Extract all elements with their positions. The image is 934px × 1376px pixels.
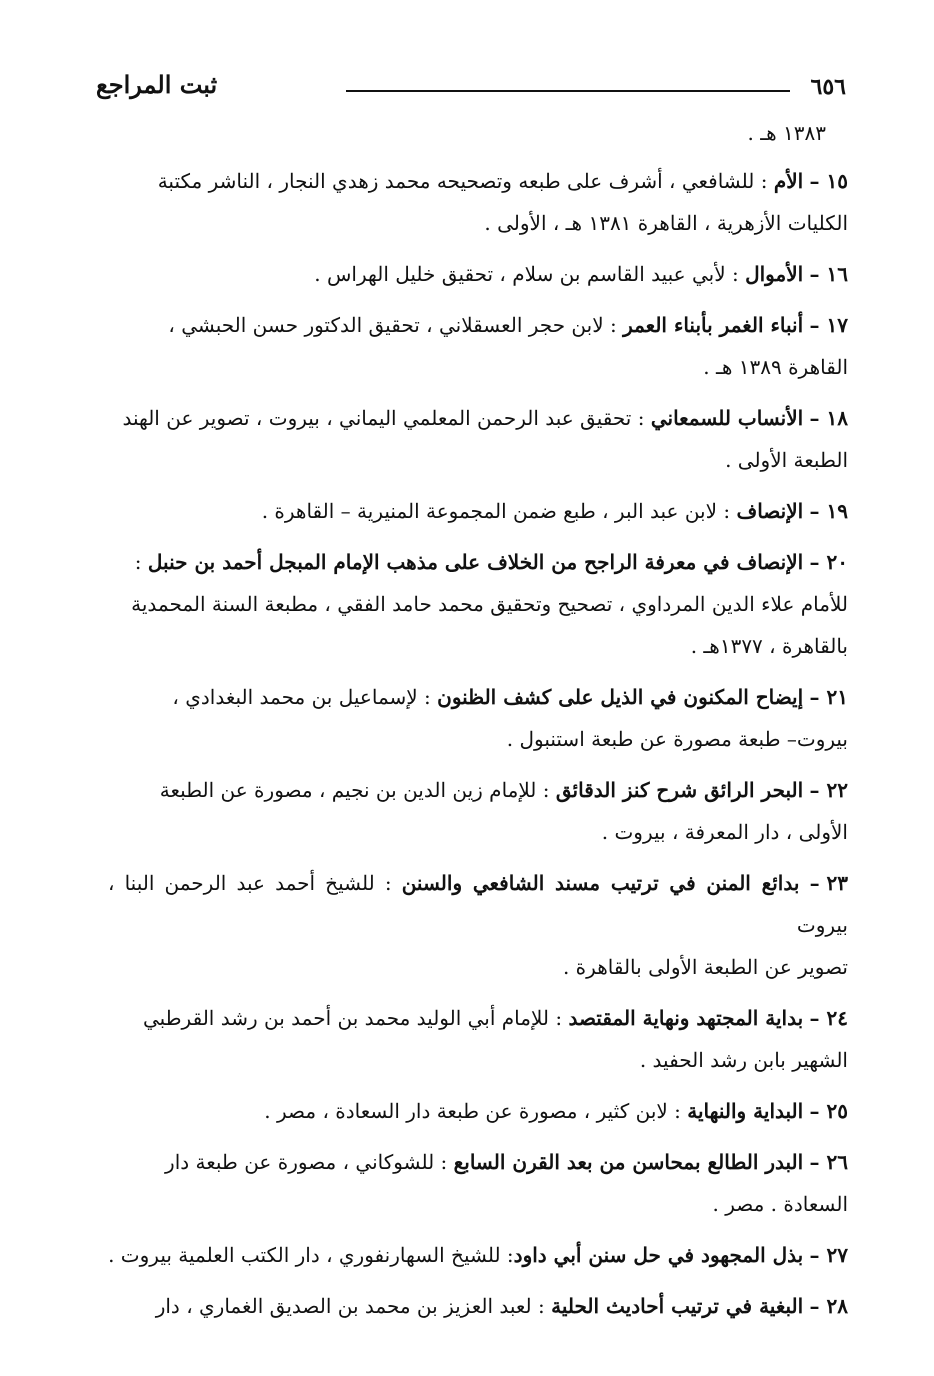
entry-text: : لأبي عبيد القاسم بن سلام ، تحقيق خليل الهراس . [314,262,746,286]
entry-text: : لابن عبد البر ، طبع ضمن المجموعة المنيرية – القاهرة . [261,499,737,523]
entry-title: الإنصاف [736,499,804,523]
entry-title: بذل المجهود في حل سنن أبي داود [513,1243,804,1267]
entry-continuation: الكليات الأزهرية ، القاهرة ١٣٨١ هـ ، الأولى . [484,211,848,235]
reference-entry-28 [108,1285,848,1327]
reference-entry-26 [108,1141,848,1225]
entry-text: : للشيخ السهارنفوري ، دار الكتب العلمية بيروت . [108,1243,514,1267]
running-title: ثبت المراجع [96,70,218,99]
entry-title: الأم [773,169,804,193]
entry-title: البحر الرائق شرح كنز الدقائق [555,778,804,802]
entry-number: ٢١ – [809,685,848,709]
entry-title: البداية والنهاية [687,1099,804,1123]
reference-entry-21 [108,676,848,760]
entry-title: إيضاح المكنون في الذيل على كشف الظنون [437,685,804,709]
entry-number: ٢٥ – [809,1099,848,1123]
entry-continuation: بالقاهرة ، ١٣٧٧هـ . [690,634,848,658]
entry-text: : لإسماعيل بن محمد البغدادي ، [172,685,438,709]
reference-entry-24 [108,997,848,1081]
entry-title: الإنصاف في معرفة الراجح من الخلاف على مذهب الإمام المبجل أحمد بن حنبل [147,550,804,574]
reference-entry-18 [108,397,848,481]
entry-text: : [134,550,148,574]
entry-title: البدر الطالع بمحاسن من بعد القرن السابع [453,1150,804,1174]
reference-entry-23 [108,862,848,988]
entry-number: ١٦ – [809,262,848,286]
entry-continuation: السعادة . مصر . [712,1192,848,1216]
reference-entry-27 [108,1234,848,1276]
entry-title: البغية في ترتيب أحاديث الحلية [551,1294,804,1318]
entry-number: ١٨ – [809,406,848,430]
entry-title: بدائع المنن في ترتيب مسند الشافعي والسنن [401,871,800,895]
reference-entry-15 [108,160,848,244]
entry-number: ٢٢ – [809,778,848,802]
entry-number: ٢٤ – [809,1006,848,1030]
entry-number: ٢٣ – [809,871,849,895]
entry-text: : للشافعي ، أشرف على طبعه وتصحيحه محمد زهدي النجار ، الناشر مكتبة [157,169,774,193]
entry-text: : تحقيق عبد الرحمن المعلمي اليماني ، بيروت ، تصوير عن الهند [122,406,651,430]
entry-text: : للإمام أبي الوليد محمد بن أحمد بن رشد القرطبي [142,1006,569,1030]
entry-continuation: الطبعة الأولى . [725,448,848,472]
entry-text: : للإمام زين الدين بن نجيم ، مصورة عن الطبعة [159,778,556,802]
entry-continuation: للأمام علاء الدين المرداوي ، تصحيح وتحقيق محمد حامد الفقي ، مطبعة السنة المحمدية [131,592,848,616]
reference-entry-25 [108,1090,848,1132]
entry-number: ١٩ – [809,499,848,523]
entry-number: ١٧ – [809,313,848,337]
reference-entry-17 [108,304,848,388]
reference-entry-19 [108,490,848,532]
entry-title: الأنساب للسمعاني [650,406,804,430]
reference-entry-22 [108,769,848,853]
entry-number: ٢٧ – [809,1243,848,1267]
reference-entry-20 [108,541,848,667]
entry-continuation: الأولى ، دار المعرفة ، بيروت . [601,820,848,844]
entry-continuation: الشهير بابن رشد الحفيد . [639,1048,848,1072]
page-header [96,70,846,104]
entry-title: بداية المجتهد ونهاية المقتصد [568,1006,804,1030]
continuation-line: ١٣٨٣ هـ . [747,121,826,145]
entry-text: : لابن حجر العسقلاني ، تحقيق الدكتور حسن الحبشي ، [168,313,624,337]
entry-continuation: بيروت– طبعة مصورة عن طبعة استنبول . [506,727,848,751]
entry-number: ٢٠ – [809,550,848,574]
entry-number: ٢٨ – [809,1294,848,1318]
references-list [108,112,848,1336]
entry-text: : لعبد العزيز بن محمد بن الصديق الغماري ، دار [155,1294,552,1318]
entry-title: الأموال [745,262,804,286]
entry-continuation: تصوير عن الطبعة الأولى بالقاهرة . [562,955,848,979]
page-number: ٦٥٦ [810,74,846,100]
entry-title: أنباء الغمر بأبناء العمر [623,313,804,337]
entry-number: ١٥ – [809,169,848,193]
entry-text: : للشيخ أحمد عبد الرحمن البنا ، بيروت [108,871,848,937]
entry-text: : لابن كثير ، مصورة عن طبعة دار السعادة ، مصر . [264,1099,688,1123]
entry-continuation: القاهرة ١٣٨٩ هـ . [703,355,848,379]
entry-text: : للشوكاني ، مصورة عن طبعة دار [165,1150,454,1174]
reference-entry-16 [108,253,848,295]
header-rule [346,90,790,92]
entry-number: ٢٦ – [809,1150,848,1174]
